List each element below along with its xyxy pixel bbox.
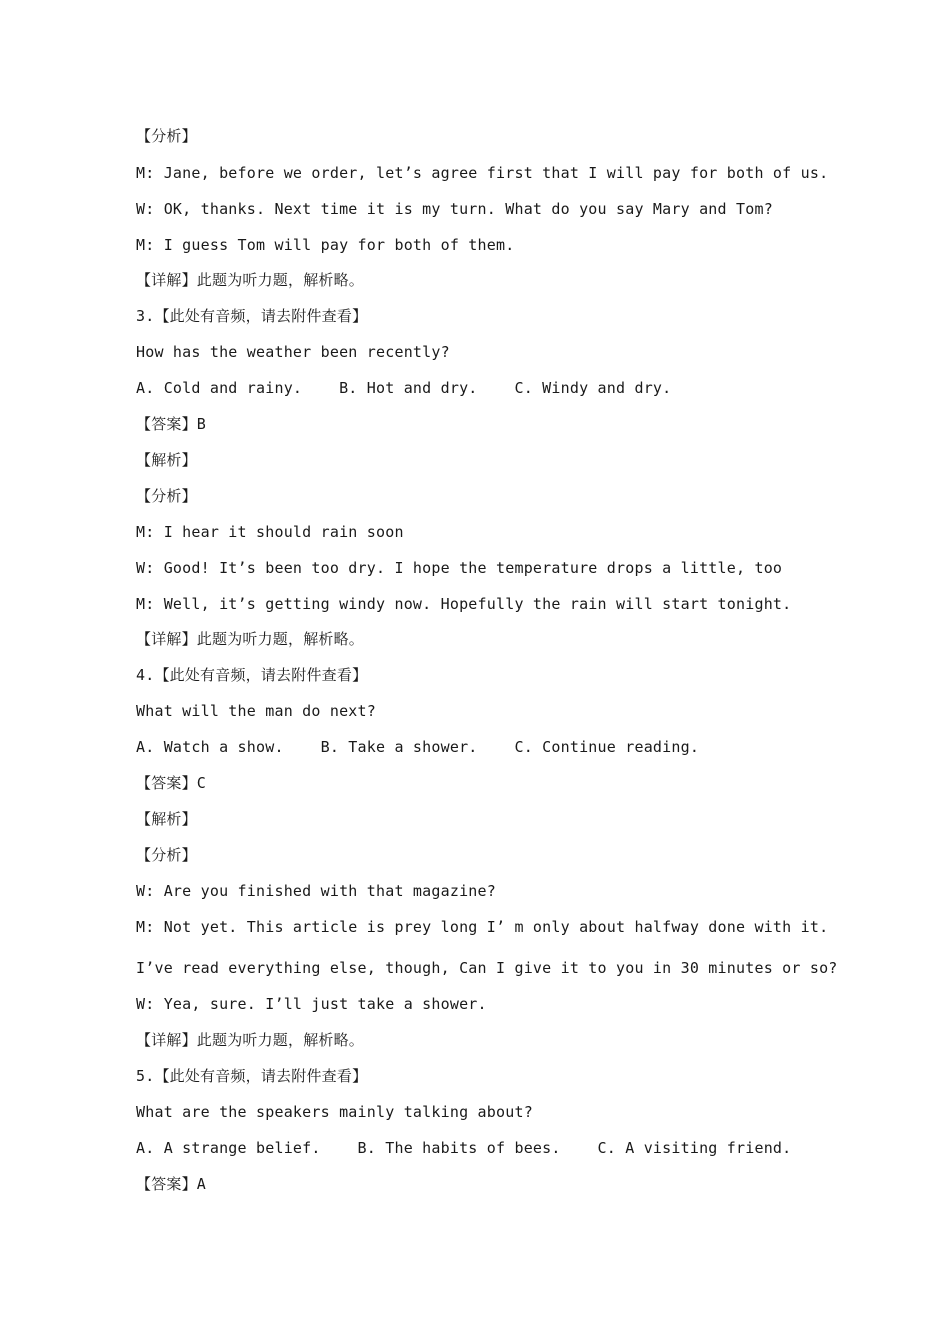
question-number-5: 5.【此处有音频，请去附件查看】 bbox=[136, 1067, 368, 1085]
dialogue-line: M: Not yet. This article is prey long I’ m only about halfway done with it. bbox=[136, 918, 829, 936]
dialogue-line: W: Good! It’s been too dry. I hope the temperature drops a little, too bbox=[136, 559, 783, 577]
section-heading-explanation: 【解析】 bbox=[136, 810, 197, 828]
answer-key: 【答案】C bbox=[136, 774, 207, 792]
dialogue-line: M: I hear it should rain soon bbox=[136, 523, 404, 541]
section-heading-analysis: 【分析】 bbox=[136, 127, 197, 145]
section-heading-analysis: 【分析】 bbox=[136, 846, 197, 864]
dialogue-line: M: Jane, before we order, let’s agree first that I will pay for both of us. bbox=[136, 164, 829, 182]
question-text: What will the man do next? bbox=[136, 702, 376, 720]
explanation-line: 【详解】此题为听力题，解析略。 bbox=[136, 271, 365, 289]
question-text: How has the weather been recently? bbox=[136, 343, 450, 361]
dialogue-line: I’ve read everything else, though, Can I give it to you in 30 minutes or so? bbox=[136, 959, 838, 977]
dialogue-line: W: OK, thanks. Next time it is my turn. What do you say Mary and Tom? bbox=[136, 200, 773, 218]
question-text: What are the speakers mainly talking about? bbox=[136, 1103, 533, 1121]
explanation-line: 【详解】此题为听力题，解析略。 bbox=[136, 1031, 365, 1049]
section-heading-explanation: 【解析】 bbox=[136, 451, 197, 469]
answer-key: 【答案】B bbox=[136, 415, 207, 433]
answer-options: A. A strange belief. B. The habits of bees. C. A visiting friend. bbox=[136, 1139, 792, 1157]
dialogue-line: M: Well, it’s getting windy now. Hopefully the rain will start tonight. bbox=[136, 595, 792, 613]
answer-options: A. Watch a show. B. Take a shower. C. Continue reading. bbox=[136, 738, 700, 756]
dialogue-line: M: I guess Tom will pay for both of them. bbox=[136, 236, 515, 254]
question-number-4: 4.【此处有音频，请去附件查看】 bbox=[136, 666, 368, 684]
dialogue-line: W: Are you finished with that magazine? bbox=[136, 882, 496, 900]
question-number-3: 3.【此处有音频，请去附件查看】 bbox=[136, 307, 368, 325]
answer-key: 【答案】A bbox=[136, 1175, 207, 1193]
dialogue-line: W: Yea, sure. I’ll just take a shower. bbox=[136, 995, 487, 1013]
section-heading-analysis: 【分析】 bbox=[136, 487, 197, 505]
answer-options: A. Cold and rainy. B. Hot and dry. C. Windy and dry. bbox=[136, 379, 672, 397]
explanation-line: 【详解】此题为听力题，解析略。 bbox=[136, 630, 365, 648]
